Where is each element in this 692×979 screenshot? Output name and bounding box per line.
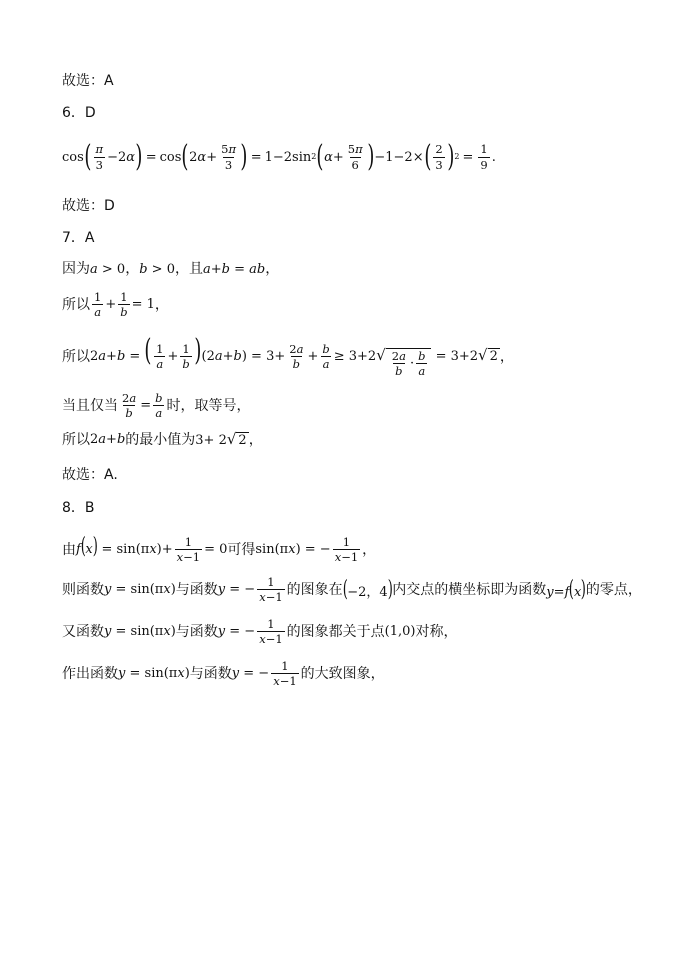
q7-equality-condition-line: 当且仅当 $\frac{2a}{b}$ = $\frac{b}{a}$ 时，取等号， [62, 391, 251, 421]
text-then-function: 则函数 [62, 581, 104, 598]
question-6-equation: cos ( $\frac{\pi}{3}$ −2 α ) = cos ( 2 α + $\frac{5\pi}{3}$ ) = 1−2sin 2 ( α + $\frac{5\pi}{6}$ ) −1−2× ( $\frac{2}{3}$ ) 2 = $\frac{1}{9}$ . [62, 139, 496, 174]
question-7-heading: 7．A [62, 230, 95, 246]
text-comma: ， [154, 296, 169, 313]
q8-sketch-line: 作出函数 y = sin(πx) 与函数 y = − $\frac{1}{x-1}$ 的大致图象， [62, 659, 385, 689]
q8-zero-equation-line: 由 f(x) = sin(πx)+ $\frac{1}{x-1}$ = 0 可得 sin(πx) = − $\frac{1}{x-1}$ ， [62, 534, 377, 565]
q8-intersection-line: 则函数 y = sin(πx) 与函数 y = − $\frac{1}{x-1}$ 的图象在 (−2，4) 内交点的横坐标即为函数 y=f(x) 的零点， [62, 575, 642, 605]
answer-line-6: 故选：D [62, 198, 115, 214]
text-so: 所以 [62, 348, 90, 365]
text-intersection-abscissa: 内交点的横坐标即为函数 [392, 581, 547, 598]
text-comma: ， [499, 348, 514, 365]
question-6-heading: 6．D [62, 105, 96, 121]
text-and-function: 与函数 [175, 623, 218, 640]
text-rough-graph: 的大致图象， [300, 665, 385, 682]
q7-minimum-line: 所以 2a+b 的最小值为 3+ 2 √ 2 ， [62, 430, 263, 448]
answer-line-7: 故选：A. [62, 467, 118, 483]
text-draw-function: 作出函数 [62, 665, 118, 682]
text-and-function: 与函数 [175, 581, 218, 598]
text-so: 所以 [62, 296, 90, 313]
text-also-function: 又函数 [62, 623, 104, 640]
question-8-heading: 8．B [62, 500, 95, 516]
text-and: ，且 [174, 261, 203, 277]
text-zero-point: 的零点， [585, 581, 642, 598]
text-comma: ， [362, 541, 377, 558]
text-min-value: 的最小值为 [125, 431, 196, 448]
text-comma: ， [125, 261, 140, 277]
text-graph-in: 的图象在 [286, 581, 343, 598]
q7-inequality-line: 所以 2a+b = ( $\frac{1}{a}$ + $\frac{1}{b}$ )(2a+b) = 3+ $\frac{2a}{b}$ + $\frac{b}{a}$ ≥ 3+2 √ $\frac{2a}{b}$ · $\frac{b}{a}$ = 3+2 √ 2 ， [62, 333, 514, 379]
q7-condition-line: 因为 a > 0 ， b > 0 ，且 a+b = ab ， [62, 261, 280, 277]
q7-reciprocal-line: 所以 $\frac{1}{a}$ + $\frac{1}{b}$ = 1 ， [62, 290, 169, 320]
answer-line-5: 故选：A [62, 73, 114, 89]
text-comma: ， [265, 261, 280, 277]
text-equality-holds: 时，取等号， [166, 397, 251, 414]
text-iff: 当且仅当 [62, 397, 118, 414]
text-so: 所以 [62, 431, 90, 448]
text-and-function: 与函数 [189, 665, 232, 682]
text-from: 由 [62, 541, 76, 558]
text-symmetric: 对称， [415, 623, 458, 640]
text-because: 因为 [62, 261, 90, 277]
text-comma: ， [248, 431, 263, 448]
text-symmetric-about-point: 的图象都关于点 [286, 623, 385, 640]
text-obtain: 可得 [227, 541, 256, 558]
q8-symmetry-line: 又函数 y = sin(πx) 与函数 y = − $\frac{1}{x-1}$ 的图象都关于点 (1,0) 对称， [62, 617, 458, 647]
